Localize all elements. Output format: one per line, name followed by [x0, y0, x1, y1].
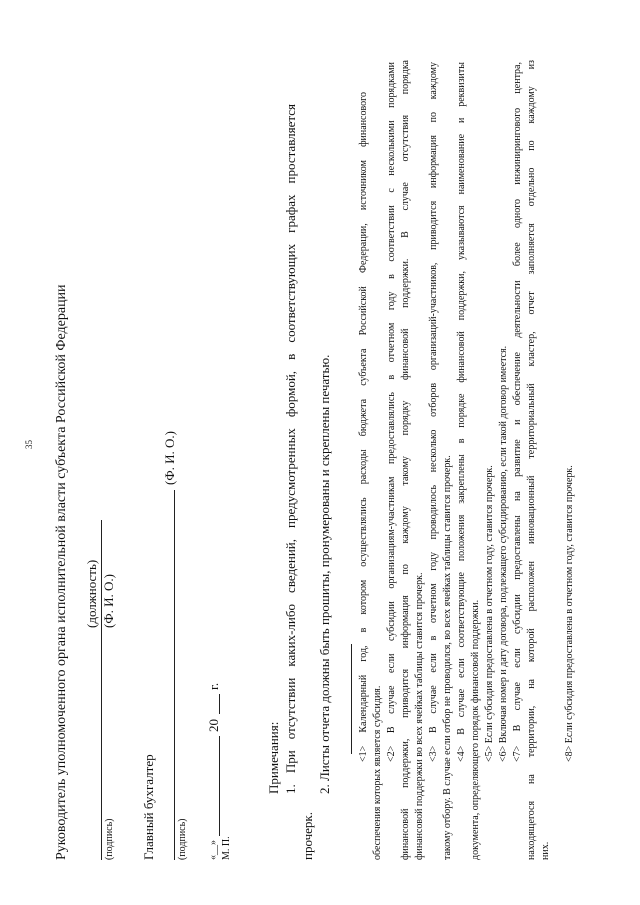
signature-caption-top: (подпись) [104, 818, 115, 860]
footnote-2-line-2: финансовой поддержки, приводится информация по каждому такому порядку финансовой поддержки. В случае отсутствия порядка [400, 60, 411, 860]
footnote-5: <5> Если субсидия предоставлена в отчетном году, ставится прочерк. [484, 465, 495, 762]
page-number: 35 [24, 440, 34, 449]
signature-caption-bottom: (подпись) [177, 818, 188, 860]
rotated-page-content [54, 60, 594, 860]
date-year: 20 [206, 719, 221, 732]
footnote-4-line-2: документа, определяющего порядок финансовой поддержки. [470, 599, 481, 860]
footnote-3-line-1: <3> В случае если в отчетном году проводилось несколько отборов организаций-участников, приводится информация по каждому [428, 62, 439, 762]
note-1-line-1: 1. При отсутствии каких-либо сведений, предусмотренных формой, в соответствующих графах проставляется [283, 104, 298, 794]
footnote-4-line-1: <4> В случае если соответствующие положения закреплены в порядке финансовой поддержки, указываются наименование и реквизиты [456, 62, 467, 762]
fio-caption-top: (Ф. И. О.) [101, 574, 116, 628]
footnote-3-line-2: такому отбору. В случае если отбор не проводился, во всех ячейках таблицы ставится прочерк. [442, 455, 453, 860]
position-caption: (должность) [84, 559, 99, 628]
date-day: «__» [208, 840, 219, 860]
position-line [101, 520, 102, 860]
footnote-1-line-2: обеспечения которых является субсидия. [372, 685, 383, 860]
note-1-line-2: прочерк. [300, 812, 315, 860]
fio-caption-bottom: (Ф. И. О.) [162, 431, 177, 485]
footnote-1-line-1: <1> Календарный год, в котором осуществлялись расходы бюджета субъекта Российской Федерации, источником финансового [358, 92, 369, 762]
footnote-8: <8> Если субсидия предоставлена в отчетном году, ставится прочерк. [564, 465, 575, 762]
footnote-7-line-3: них. [540, 841, 551, 860]
stamp-label: М. П. [221, 836, 232, 860]
footnote-6: <6> Включая номер и дату договора, подлежащего субсидированию, если такой договор имеется. [498, 345, 509, 762]
footnote-separator [351, 644, 352, 754]
date-year-line [219, 694, 220, 714]
date-suffix: г. [206, 682, 221, 690]
notes-title: Примечания: [266, 721, 281, 794]
footnote-2-line-3: финансовой поддержки во всех ячейках таблицы ставится прочерк. [414, 572, 425, 860]
heading: Руководитель уполномоченного органа исполнительной власти субъекта Российской Федерации [54, 284, 69, 860]
chief-accountant-label: Главный бухгалтер [141, 754, 156, 860]
date-month-line [219, 736, 220, 836]
footnote-7-line-1: <7> В случае если субсидии предоставлены на развитие и обеспечение деятельности более одного инжинирингового центра, [512, 62, 523, 762]
chief-accountant-line [174, 490, 175, 860]
note-2: 2. Листы отчета должны быть прошиты, пронумерованы и скреплены печатью. [317, 354, 332, 794]
footnote-2-line-1: <2> В случае если субсидии организациям-участникам предоставлялись в отчетном году в соответствии с несколькими порядками [386, 62, 397, 762]
footnote-7-line-2: находящегося на территории, на которой расположен инновационный территориальный кластер, отчет заполняется отдельно по каждому из [526, 60, 537, 860]
